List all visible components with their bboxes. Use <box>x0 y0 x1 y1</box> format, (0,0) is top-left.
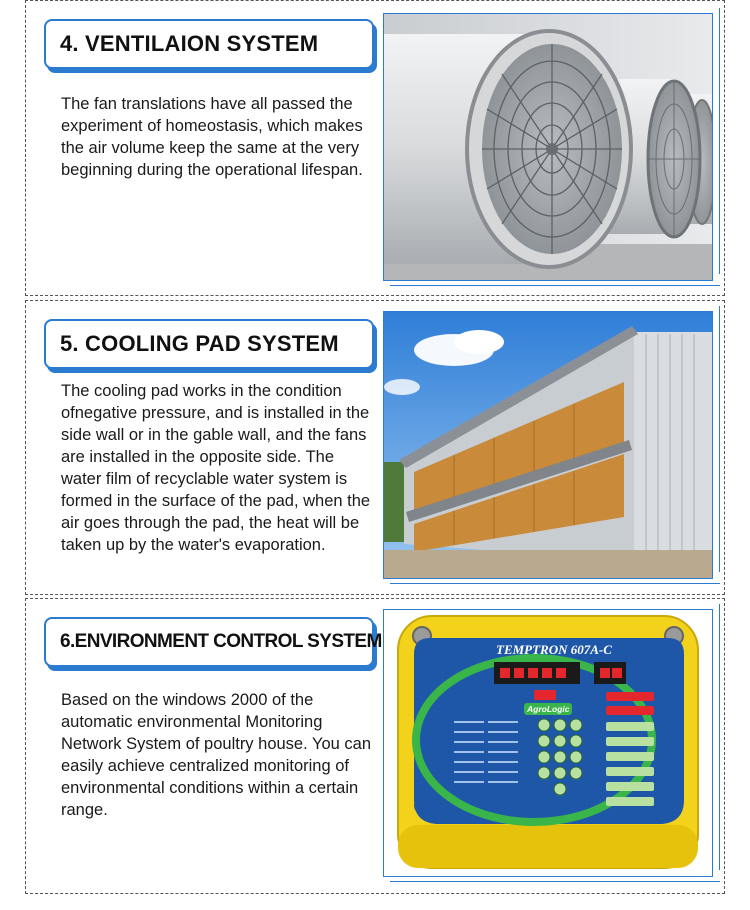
section-title: 4. VENTILAION SYSTEM <box>60 31 319 56</box>
section-body: Based on the windows 2000 of the automatic environmental Monitoring Network System of poultry house. You can easily achieve centralized monitoring of environmental conditions within a certain range. <box>61 691 372 819</box>
section-body: The fan translations have all passed the experiment of homeostasis, which makes the air volume keep the same at the very beginning during the operational lifespan. <box>61 95 363 179</box>
exhaust-fans-photo <box>383 13 713 281</box>
section-title: 5. COOLING PAD SYSTEM <box>60 331 339 356</box>
controller-model: TEMPTRON 607A-C <box>496 642 612 657</box>
section-environment-control <box>25 598 725 894</box>
section-title-box <box>44 617 382 667</box>
section-title-box <box>44 319 374 369</box>
section-title: 6.ENVIRONMENT CONTROL SYSTEM <box>60 631 382 652</box>
controller-brand: AgroLogic <box>527 704 570 714</box>
cooling-pad-building-photo <box>383 311 713 579</box>
controller-photo <box>383 609 713 877</box>
section-body: The cooling pad works in the condition ofnegative pressure, and is installed in the side wall or in the gable wall, and the fans are installed in the opposite side. The water film of recyclable water system is formed in the surface of the pad, when the air goes through the pad, the heat will be taken up by the water's evaporation. <box>61 382 371 554</box>
section-cooling-pad <box>25 300 725 595</box>
section-ventilation <box>25 0 725 296</box>
section-title-box <box>44 19 374 69</box>
